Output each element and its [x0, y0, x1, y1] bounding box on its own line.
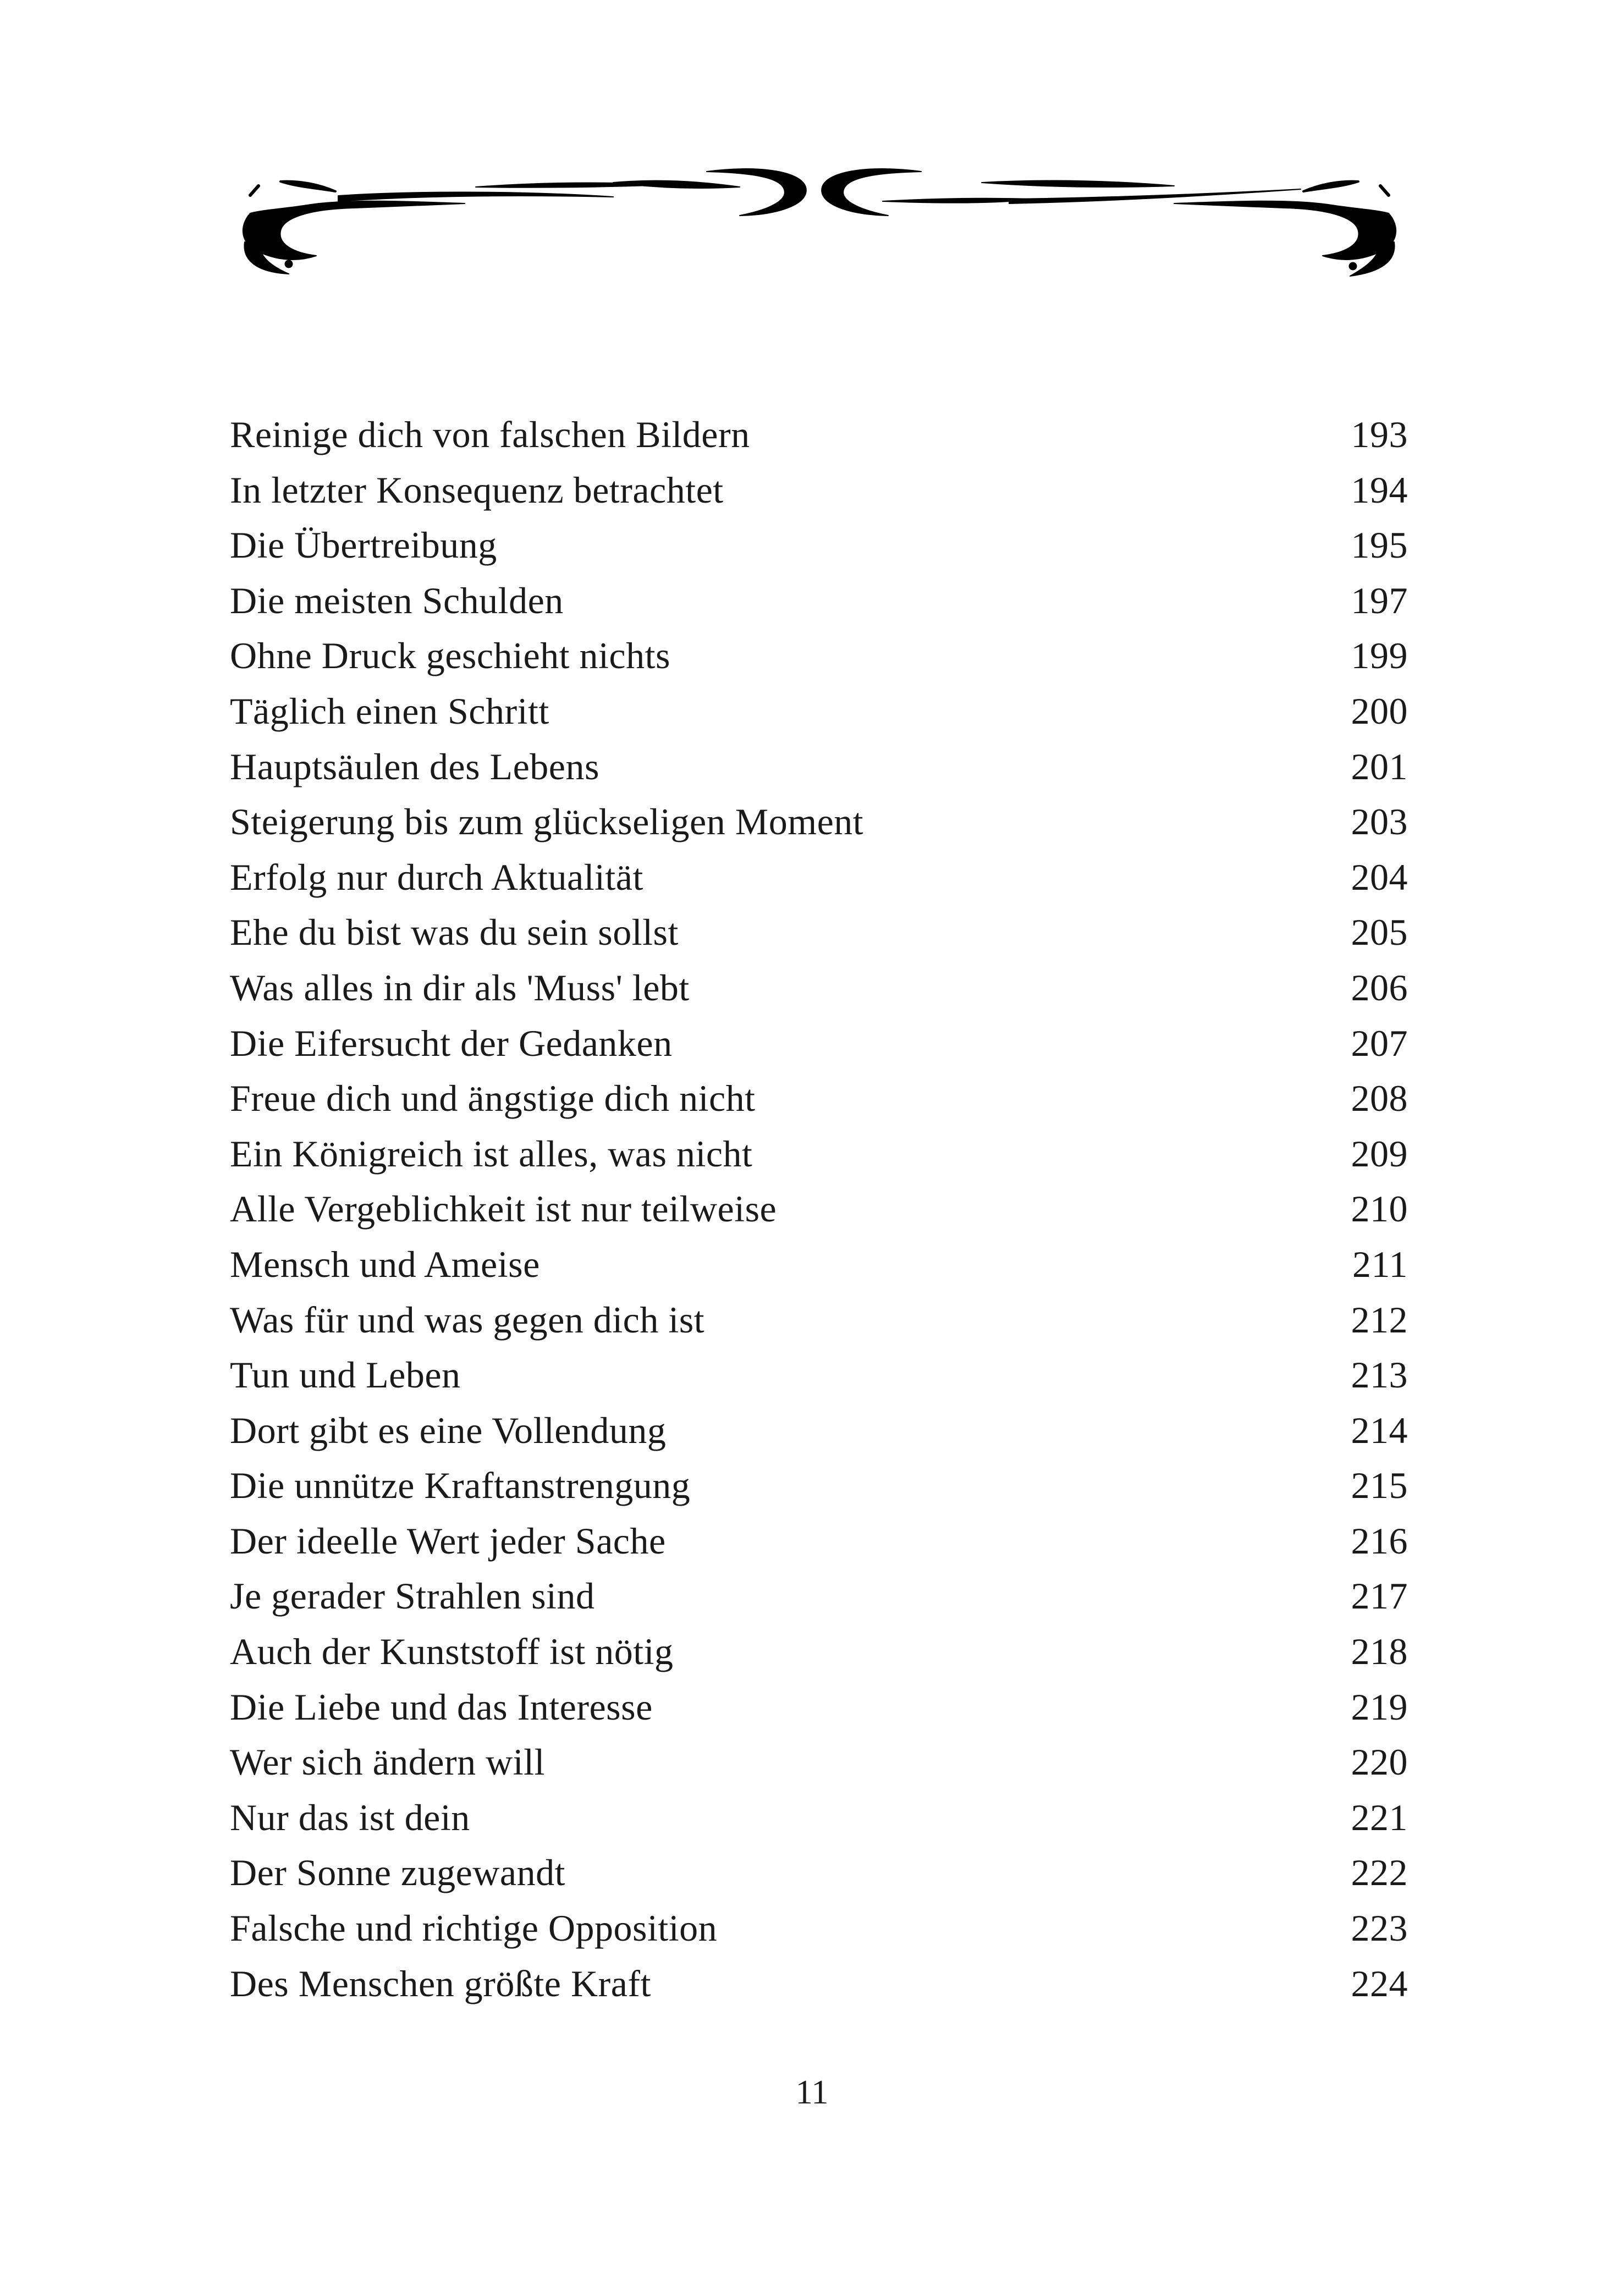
toc-entry	[230, 960, 1408, 1016]
toc-entry	[230, 1292, 1408, 1348]
toc-entry	[230, 1513, 1408, 1569]
toc-entry-title: Steigerung bis zum glückseligen Moment	[230, 801, 864, 843]
toc-entry-page: 210	[1351, 1188, 1408, 1230]
toc-entry-page: 214	[1351, 1409, 1408, 1451]
toc-entry	[230, 1237, 1408, 1292]
toc-entry	[230, 628, 1408, 684]
toc-entry-page: 207	[1351, 1022, 1408, 1064]
toc-entry	[230, 794, 1408, 850]
toc-entry-page: 203	[1351, 801, 1408, 843]
page-number: 11	[795, 2074, 829, 2111]
toc-entry-title: Ein Königreich ist alles, was nicht	[230, 1132, 753, 1175]
toc-entry	[230, 1458, 1408, 1513]
toc-entry-page: 212	[1351, 1298, 1408, 1341]
toc-entry-page: 213	[1351, 1354, 1408, 1396]
toc-entry-page: 211	[1352, 1243, 1408, 1285]
toc-entry	[230, 1790, 1408, 1846]
toc-entry-title: Erfolg nur durch Aktualität	[230, 856, 643, 898]
toc-entry	[230, 1181, 1408, 1237]
toc-entry-title: Tun und Leben	[230, 1354, 461, 1396]
toc-entry	[230, 1568, 1408, 1624]
toc-entry-title: Reinige dich von falschen Bildern	[230, 414, 750, 455]
toc-entry-title: Der Sonne zugewandt	[230, 1852, 565, 1894]
toc-entry-page: 218	[1351, 1631, 1408, 1673]
toc-entry-title: Täglich einen Schritt	[230, 690, 549, 732]
toc-entry-page: 193	[1351, 414, 1408, 455]
toc-entry-title: Was für und was gegen dich ist	[230, 1298, 705, 1341]
toc-entry	[230, 1845, 1408, 1901]
toc-entry-title: Der ideelle Wert jeder Sache	[230, 1519, 666, 1562]
toc-entry-title: Hauptsäulen des Lebens	[230, 745, 599, 787]
toc-entry-title: Wer sich ändern will	[230, 1741, 545, 1783]
toc-entry	[230, 1347, 1408, 1403]
toc-entry-page: 200	[1351, 690, 1408, 732]
toc-entry-title: Dort gibt es eine Vollendung	[230, 1409, 667, 1451]
toc-entry	[230, 1071, 1408, 1126]
toc-entry	[230, 905, 1408, 960]
toc-entry	[230, 462, 1408, 518]
toc-entry-title: Falsche und richtige Opposition	[230, 1907, 718, 1949]
toc-entry-page: 222	[1351, 1852, 1408, 1894]
toc-entry-title: In letzter Konsequenz betrachtet	[230, 469, 724, 511]
toc-entry-page: 194	[1351, 469, 1408, 511]
toc-entry-page: 221	[1351, 1796, 1408, 1838]
toc-entry-title: Je gerader Strahlen sind	[230, 1575, 595, 1617]
toc-entry-title: Die meisten Schulden	[230, 579, 564, 621]
toc-entry	[230, 684, 1408, 739]
toc-entry-title: Freue dich und ängstige dich nicht	[230, 1077, 756, 1120]
toc-entry	[230, 1901, 1408, 1956]
toc-entry-page: 220	[1351, 1741, 1408, 1783]
toc-entry	[230, 1734, 1408, 1790]
toc-entry-title: Des Menschen größte Kraft	[230, 1962, 651, 2004]
toc-entry-page: 215	[1351, 1464, 1408, 1507]
toc-entry-title: Die Eifersucht der Gedanken	[230, 1022, 673, 1064]
toc-entry-title: Mensch und Ameise	[230, 1243, 540, 1285]
toc-entry-page: 217	[1351, 1575, 1408, 1617]
toc-entry	[230, 1956, 1408, 2012]
toc-entry-page: 195	[1351, 524, 1408, 566]
toc-entry	[230, 1403, 1408, 1458]
toc-entry-page: 201	[1351, 745, 1408, 787]
toc-entry-title: Die Liebe und das Interesse	[230, 1685, 653, 1728]
toc-entry-title: Nur das ist dein	[230, 1796, 470, 1838]
toc-entry-page: 199	[1351, 635, 1408, 677]
toc-entry-page: 206	[1351, 966, 1408, 1009]
toc-entry-title: Ohne Druck geschieht nichts	[230, 635, 670, 677]
toc-entry-title: Die Übertreibung	[230, 524, 497, 566]
toc-entry-page: 223	[1351, 1907, 1408, 1949]
toc-entry	[230, 850, 1408, 905]
toc-entry-page: 197	[1351, 579, 1408, 621]
toc-entry-page: 205	[1351, 911, 1408, 954]
toc-entry	[230, 573, 1408, 629]
toc-entry-title: Auch der Kunststoff ist nötig	[230, 1631, 674, 1673]
toc-entry	[230, 1679, 1408, 1735]
toc-entry-title: Was alles in dir als 'Muss' lebt	[230, 966, 690, 1009]
toc-entry-page: 219	[1351, 1685, 1408, 1728]
toc-entry-title: Ehe du bist was du sein sollst	[230, 911, 679, 954]
table-of-contents	[230, 407, 1408, 2011]
toc-entry	[230, 1624, 1408, 1679]
art-nouveau-flourish-icon	[228, 148, 1411, 286]
toc-entry	[230, 1016, 1408, 1071]
toc-entry-page: 209	[1351, 1132, 1408, 1175]
toc-entry	[230, 407, 1408, 462]
toc-entry	[230, 1126, 1408, 1182]
toc-entry-page: 216	[1351, 1519, 1408, 1562]
toc-entry-page: 208	[1351, 1077, 1408, 1120]
toc-entry-page: 224	[1351, 1962, 1408, 2004]
toc-entry-title: Alle Vergeblichkeit ist nur teilweise	[230, 1188, 777, 1230]
toc-entry-page: 204	[1351, 856, 1408, 898]
toc-entry-title: Die unnütze Kraftanstrengung	[230, 1464, 691, 1507]
toc-entry	[230, 739, 1408, 795]
toc-entry	[230, 517, 1408, 573]
